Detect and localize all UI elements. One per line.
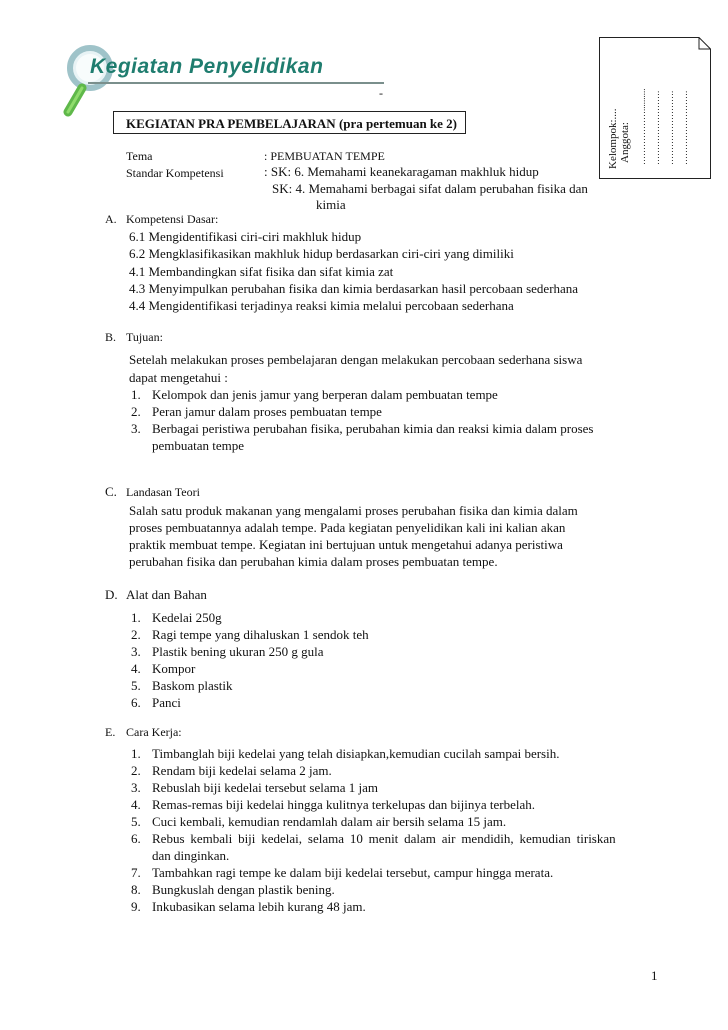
tujuan-text: Berbagai peristiwa perubahan fisika, perubahan kimia dan reaksi kimia dalam proses <box>152 421 594 436</box>
tujuan-item-cont: pembuatan tempe <box>152 438 245 453</box>
kd-item: 6.1 Mengidentifikasi ciri-ciri makhluk hidup <box>129 229 362 244</box>
teori-line: perubahan fisika dan perubahan kimia dalam proses pembuatan tempe. <box>129 554 498 569</box>
cara-text: Remas-remas biji kedelai hingga kulitnya terkelupas dan bijinya terbelah. <box>152 797 536 812</box>
cara-item <box>131 763 332 779</box>
cara-item <box>131 831 616 847</box>
alat-text: Plastik bening ukuran 250 g gula <box>152 644 324 659</box>
teori-line: praktik membuat tempe. Kegiatan ini bertujuan untuk mengetahui adanya peristiwa <box>129 537 563 552</box>
alat-item <box>131 678 233 694</box>
alat-num: 3. <box>131 644 141 659</box>
cara-item <box>131 814 506 830</box>
tema-label: Tema <box>126 149 153 163</box>
cara-num: 4. <box>131 797 141 812</box>
alat-num: 5. <box>131 678 141 693</box>
kd-item: 4.1 Membandingkan sifat fisika dan sifat kimia zat <box>129 264 394 279</box>
kd-item: 4.4 Mengidentifikasi terjadinya reaksi kimia melalui percobaan sederhana <box>129 298 514 313</box>
alat-num: 4. <box>131 661 141 676</box>
alat-text: Panci <box>152 695 181 710</box>
dots-line-1: ……………….......... <box>637 88 647 165</box>
cara-item <box>131 865 553 881</box>
kd-item: 4.3 Menyimpulkan perubahan fisika dan kimia berdasarkan hasil percobaan sederhana <box>129 281 579 296</box>
kelompok-label: Kelompok:.... <box>607 108 619 169</box>
page-number: 1 <box>651 968 658 983</box>
teori-line: proses pembuatannya adalah tempe. Pada kegiatan penyelidikan kali ini kalian akan <box>129 520 566 535</box>
tujuan-item <box>131 421 594 437</box>
tujuan-num: 3. <box>131 421 141 436</box>
alat-item <box>131 610 222 626</box>
cara-item-cont: dan dinginkan. <box>152 848 230 863</box>
cara-text: Cuci kembali, kemudian rendamlah dalam air bersih selama 15 jam. <box>152 814 507 829</box>
tujuan-num: 2. <box>131 404 141 419</box>
dots-line-3: ……………………. <box>665 90 675 165</box>
pra-pembelajaran-box: KEGIATAN PRA PEMBELAJARAN (pra pertemuan ke 2) <box>113 111 466 134</box>
cara-text: Rendam biji kedelai selama 2 jam. <box>152 763 332 778</box>
cara-num: 2. <box>131 763 141 778</box>
tujuan-num: 1. <box>131 387 141 402</box>
cara-item <box>131 746 559 762</box>
cara-num: 8. <box>131 882 141 897</box>
section-d-letter: D. <box>105 587 118 602</box>
cara-item <box>131 899 366 915</box>
dash-mark: - <box>379 86 383 100</box>
teori-line: Salah satu produk makanan yang mengalami proses perubahan fisika dan kimia dalam <box>129 503 578 518</box>
section-e-title: Cara Kerja: <box>126 725 182 739</box>
sk-value-1: : SK: 6. Memahami keanekaragaman makhluk hidup <box>264 164 539 179</box>
tujuan-intro-2: dapat mengetahui : <box>129 370 228 385</box>
tujuan-item <box>131 387 498 403</box>
tema-value: : PEMBUATAN TEMPE <box>264 149 385 163</box>
title-underline <box>88 82 384 84</box>
section-b-letter: B. <box>105 330 117 344</box>
tujuan-text: Kelompok dan jenis jamur yang berperan dalam pembuatan tempe <box>152 387 498 402</box>
cara-num: 1. <box>131 746 141 761</box>
alat-text: Kedelai 250g <box>152 610 222 625</box>
tujuan-intro-1: Setelah melakukan proses pembelajaran dengan melakukan percobaan sederhana siswa <box>129 352 583 367</box>
section-d-title: Alat dan Bahan <box>126 587 207 602</box>
alat-item <box>131 695 181 711</box>
cara-text: Bungkuslah dengan plastik bening. <box>152 882 335 897</box>
page-title: Kegiatan Penyelidikan <box>90 55 324 78</box>
dots-line-2: ……………………. <box>651 90 661 165</box>
cara-num: 9. <box>131 899 141 914</box>
alat-text: Ragi tempe yang dihaluskan 1 sendok teh <box>152 627 369 642</box>
tujuan-text: Peran jamur dalam proses pembuatan tempe <box>152 404 382 419</box>
cara-item <box>131 780 378 796</box>
alat-num: 1. <box>131 610 141 625</box>
sk-label: Standar Kompetensi <box>126 166 224 180</box>
alat-item <box>131 661 195 677</box>
alat-text: Kompor <box>152 661 196 676</box>
alat-item <box>131 644 324 660</box>
anggota-label: Anggota: <box>619 122 631 163</box>
cara-text: Rebus kembali biji kedelai, selama 10 menit dalam air mendidih, kemudian tiriskan <box>152 831 616 846</box>
cara-num: 7. <box>131 865 141 880</box>
kd-item: 6.2 Mengklasifikasikan makhluk hidup berdasarkan ciri-ciri yang dimiliki <box>129 246 514 261</box>
cara-text: Inkubasikan selama lebih kurang 48 jam. <box>152 899 366 914</box>
dots-line-4: ……………………. <box>679 90 689 165</box>
section-a-title: Kompetensi Dasar: <box>126 212 219 226</box>
cara-num: 3. <box>131 780 141 795</box>
section-e-letter: E. <box>105 725 116 739</box>
tujuan-item <box>131 404 382 420</box>
cara-num: 5. <box>131 814 141 829</box>
cara-text: Tambahkan ragi tempe ke dalam biji kedelai tersebut, campur hingga merata. <box>152 865 554 880</box>
section-c-letter: C. <box>105 484 117 499</box>
group-box <box>599 37 711 179</box>
cara-item <box>131 882 335 898</box>
cara-num: 6. <box>131 831 141 846</box>
alat-num: 6. <box>131 695 141 710</box>
alat-item <box>131 627 369 643</box>
cara-text: Rebuslah biji kedelai tersebut selama 1 jam <box>152 780 378 795</box>
section-c-title: Landasan Teori <box>126 485 200 499</box>
cara-item <box>131 797 535 813</box>
sk-value-2: SK: 4. Memahami berbagai sifat dalam perubahan fisika dan <box>272 181 588 196</box>
alat-text: Baskom plastik <box>152 678 233 693</box>
sk-value-3: kimia <box>316 197 346 212</box>
alat-num: 2. <box>131 627 141 642</box>
section-b-title: Tujuan: <box>126 330 163 344</box>
cara-text: Timbanglah biji kedelai yang telah disiapkan,kemudian cucilah sampai bersih. <box>152 746 560 761</box>
section-a-letter: A. <box>105 212 117 226</box>
